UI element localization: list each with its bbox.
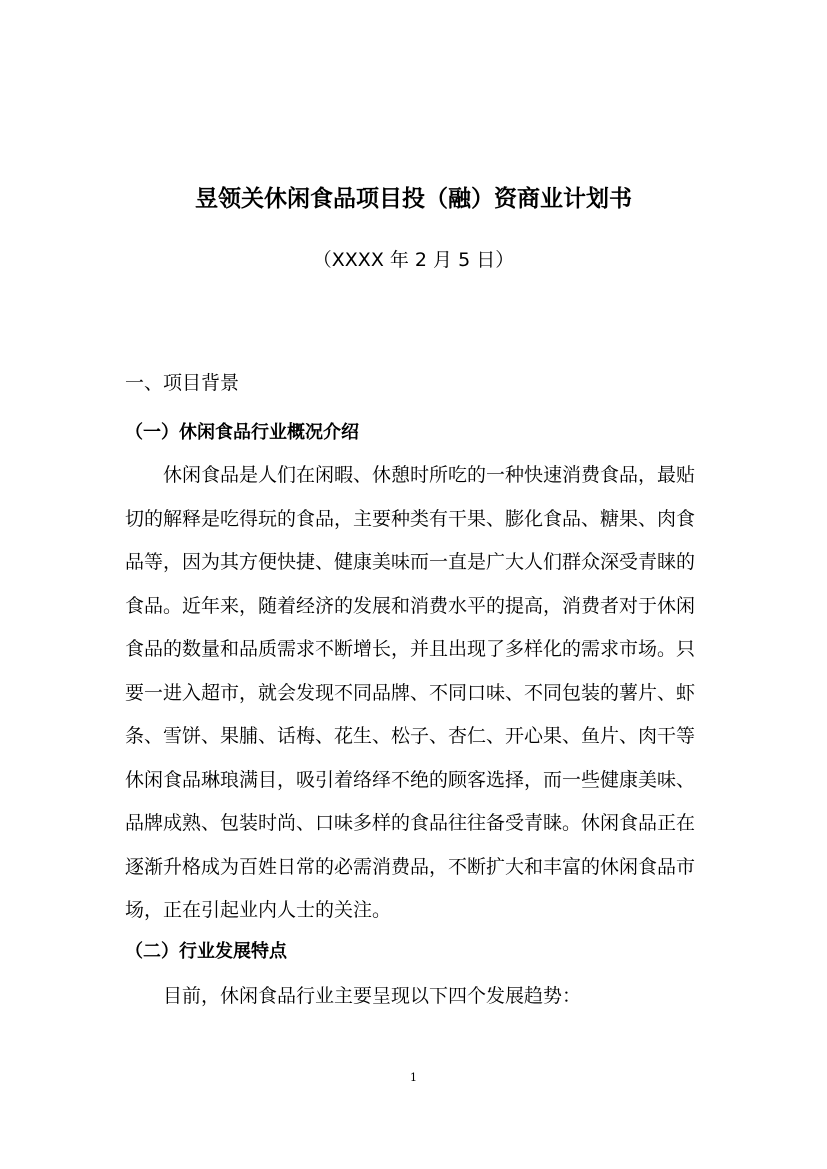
paragraph-line: 休闲食品琳琅满目，吸引着络绎不绝的顾客选择，而一些健康美味、 bbox=[125, 768, 696, 791]
paragraph-line: 品等，因为其方便快捷、健康美味而一直是广大人们群众深受青睐的 bbox=[125, 551, 696, 573]
paragraph-line: 目前，休闲食品行业主要呈现以下四个发展趋势： bbox=[163, 985, 582, 1007]
subsection-heading-industry-overview: （一）休闲食品行业概况介绍 bbox=[125, 422, 359, 443]
paragraph-line: 条、雪饼、果脯、话梅、花生、松子、杏仁、开心果、鱼片、肉干等 bbox=[125, 725, 696, 747]
document-date: （XXXX 年 2 月 5 日） bbox=[312, 249, 515, 271]
paragraph-line: 逐渐升格成为百姓日常的必需消费品，不断扩大和丰富的休闲食品市 bbox=[125, 855, 696, 878]
paragraph-industry-overview bbox=[125, 454, 715, 933]
paragraph-line: 场，正在引起业内人士的关注。 bbox=[125, 899, 392, 921]
paragraph-line: 食品的数量和品质需求不断增长，并且出现了多样化的需求市场。只 bbox=[125, 638, 696, 660]
section-heading-project-background: 一、项目背景 bbox=[125, 372, 240, 394]
document-title: 昱领关休闲食品项目投（融）资商业计划书 bbox=[195, 186, 632, 212]
paragraph-line: 食品。近年来，随着经济的发展和消费水平的提高，消费者对于休闲 bbox=[125, 594, 696, 617]
paragraph-line: 要一进入超市，就会发现不同品牌、不同口味、不同包装的薯片、虾 bbox=[125, 681, 696, 704]
subsection-heading-industry-features: （二）行业发展特点 bbox=[125, 941, 287, 962]
paragraph-line: 切的解释是吃得玩的食品，主要种类有干果、膨化食品、糖果、肉食 bbox=[125, 507, 696, 530]
page-number: 1 bbox=[410, 1071, 417, 1084]
paragraph-line: 休闲食品是人们在闲暇、休憩时所吃的一种快速消费食品，最贴 bbox=[163, 464, 696, 486]
paragraph-line: 品牌成熟、包装时尚、口味多样的食品往往备受青睐。休闲食品正在 bbox=[125, 812, 696, 834]
paragraph-industry-features bbox=[125, 975, 715, 1019]
